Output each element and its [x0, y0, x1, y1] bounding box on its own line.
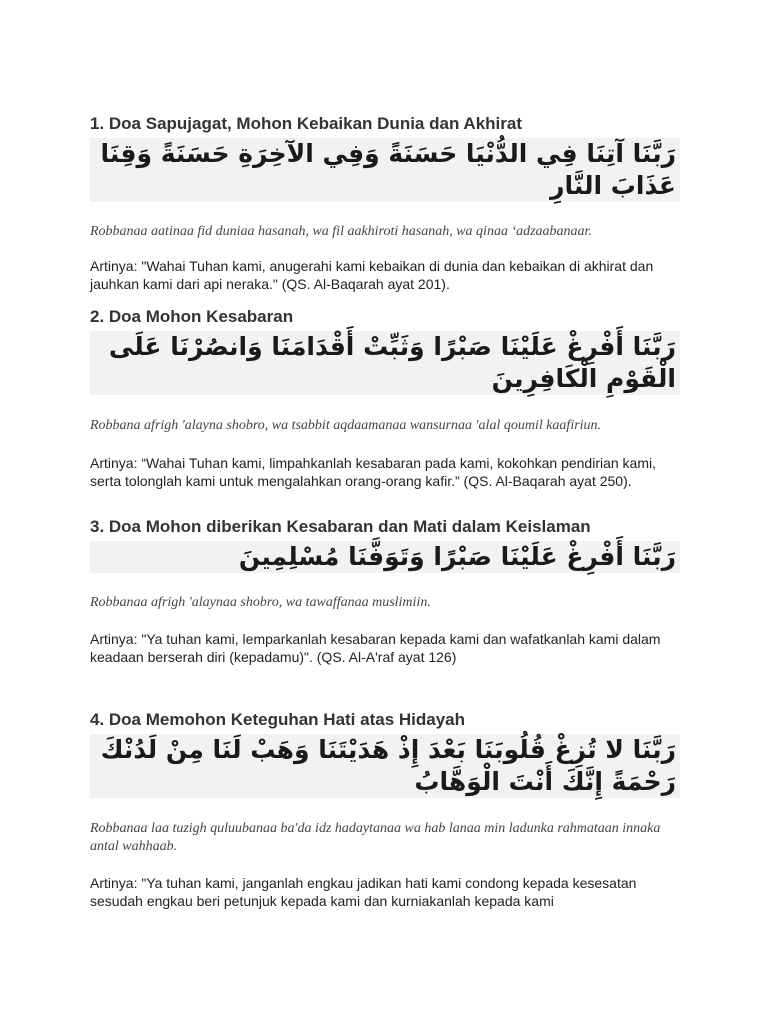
arabic-verse: رَبَّنَا أَفْرِغْ عَلَيْنَا صَبْرًا وَثَبِّتْ أَقْدَامَنَا وَانصُرْنَا عَلَى الْقَوْمِ الْكَافِرِينَ — [90, 331, 680, 395]
transliteration: Robbana afrigh 'alayna shobro, wa tsabbit aqdaamanaa wansurnaa 'alal qoumil kaafiriun. — [90, 418, 602, 433]
transliteration: Robbanaa afrigh 'alaynaa shobro, wa tawaffanaa muslimiin. — [90, 595, 431, 610]
translation: Artinya: "Wahai Tuhan kami, anugerahi kami kebaikan di dunia dan kebaikan di akhirat dan jauhkan kami dari api neraka." (QS. Al-Baqarah ayat 201). — [90, 258, 654, 292]
prayer-section-3 — [90, 517, 680, 666]
transliteration: Robbanaa laa tuzigh quluubanaa ba'da idz hadaytanaa wa hab lanaa min ladunka rahmataan innaka antal wahhaab. — [90, 821, 661, 854]
arabic-verse: رَبَّنَا أَفْرِغْ عَلَيْنَا صَبْرًا وَتَوَفَّنَا مُسْلِمِينَ — [90, 541, 680, 573]
section-heading: 4. Doa Memohon Keteguhan Hati atas Hidayah — [90, 710, 466, 729]
translation: Artinya: "Ya tuhan kami, janganlah engkau jadikan hati kami condong kepada kesesatan sesudah engkau beri petunjuk kepada kami dan kurniakanlah kepada kami — [90, 875, 637, 909]
prayer-section-2 — [90, 307, 680, 490]
arabic-verse: رَبَّنَا لا تُزِغْ قُلُوبَنَا بَعْدَ إِذْ هَدَيْتَنَا وَهَبْ لَنَا مِنْ لَدُنْكَ رَحْمَةً إِنَّكَ أَنْتَ الْوَهَّابُ — [90, 734, 680, 798]
section-heading: 2. Doa Mohon Kesabaran — [90, 307, 294, 326]
translation: Artinya: “Wahai Tuhan kami, limpahkanlah kesabaran pada kami, kokohkan pendirian kami, serta tolonglah kami untuk mengalahkan orang-orang kafir.” (QS. Al-Baqarah ayat 250). — [90, 455, 657, 489]
transliteration: Robbanaa aatinaa fid duniaa hasanah, wa fil aakhiroti hasanah, wa qinaa ‘adzaabanaar. — [90, 224, 592, 239]
prayer-section-1 — [90, 114, 680, 293]
section-heading: 3. Doa Mohon diberikan Kesabaran dan Mati dalam Keislaman — [90, 517, 591, 536]
section-heading: 1. Doa Sapujagat, Mohon Kebaikan Dunia dan Akhirat — [90, 114, 522, 133]
translation: Artinya: "Ya tuhan kami, lemparkanlah kesabaran kepada kami dan wafatkanlah kami dalam keadaan berserah diri (kepadamu)". (QS. Al-A'raf ayat 126) — [90, 631, 661, 665]
arabic-verse: رَبَّنَا آتِنَا فِي الدُّنْيَا حَسَنَةً وَفِي الآخِرَةِ حَسَنَةً وَقِنَا عَذَابَ النَّارِ — [90, 138, 680, 202]
prayer-section-4 — [90, 710, 680, 910]
